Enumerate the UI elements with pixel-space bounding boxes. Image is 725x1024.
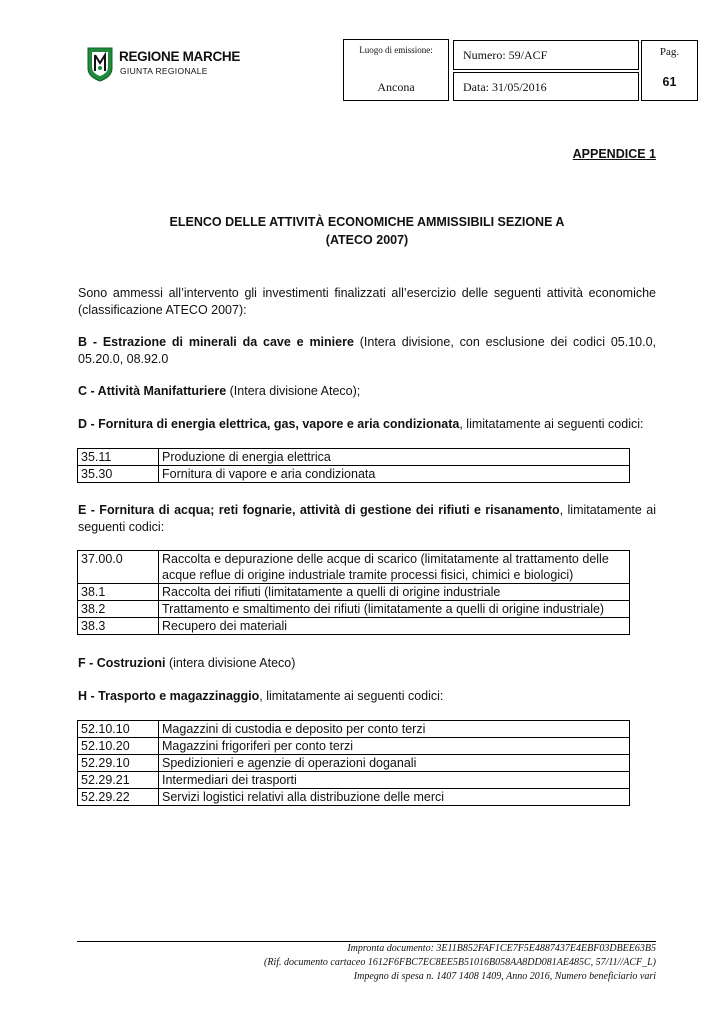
description-cell: Trattamento e smaltimento dei rifiuti (limitatamente a quelli di origine industriale) — [159, 601, 630, 618]
code-cell: 38.3 — [78, 618, 159, 635]
section-h-heading: H - Trasporto e magazzinaggio — [78, 689, 260, 703]
page-number: 61 — [662, 75, 677, 89]
description-cell: Magazzini di custodia e deposito per conto terzi — [159, 721, 630, 738]
section-e-heading: E - Fornitura di acqua; reti fognarie, attività di gestione dei rifiuti e risanamento — [78, 503, 560, 517]
table-row — [78, 738, 630, 755]
section-f-heading: F - Costruzioni — [78, 656, 166, 670]
section-b-text: (Intera divisione, con esclusione dei codici 05.10.0, 05.20.0, 08.92.0 — [78, 335, 656, 366]
table-row — [78, 584, 630, 601]
data-value: Data: 31/05/2016 — [463, 80, 547, 94]
code-cell: 38.2 — [78, 601, 159, 618]
code-cell: 52.29.21 — [78, 772, 159, 789]
description-cell: Raccolta dei rifiuti (limitatamente a quelli di origine industriale — [159, 584, 630, 601]
description-cell: Raccolta e depurazione delle acque di scarico (limitatamente al trattamento delle acque reflue di origine industriale tramite processi fisici, chimici e biologici) — [159, 551, 630, 584]
table-row — [78, 601, 630, 618]
code-cell: 52.10.20 — [78, 738, 159, 755]
code-cell: 37.00.0 — [78, 551, 159, 584]
table-row — [78, 789, 630, 806]
table-row — [78, 551, 630, 584]
section-c-text: (Intera divisione Ateco); — [226, 384, 361, 398]
document-title-line1: ELENCO DELLE ATTIVITÀ ECONOMICHE AMMISSIBILI SEZIONE A — [169, 215, 565, 229]
code-cell: 35.30 — [78, 466, 159, 483]
org-subtitle: GIUNTA REGIONALE — [120, 66, 208, 76]
description-cell: Intermediari dei trasporti — [159, 772, 630, 789]
regione-marche-logo-icon — [86, 46, 114, 82]
section-d-table — [77, 448, 630, 483]
description-cell: Magazzini frigoriferi per conto terzi — [159, 738, 630, 755]
section-b-heading: B - Estrazione di minerali da cave e miniere — [78, 335, 354, 349]
description-cell: Spedizionieri e agenzie di operazioni doganali — [159, 755, 630, 772]
code-cell: 52.10.10 — [78, 721, 159, 738]
table-row — [78, 449, 630, 466]
section-c — [78, 383, 656, 400]
page-label: Pag. — [659, 46, 680, 58]
footer-divider — [77, 941, 656, 942]
org-name: REGIONE MARCHE — [119, 49, 241, 64]
description-cell: Servizi logistici relativi alla distribuzione delle merci — [159, 789, 630, 806]
footer-paper-reference: (Rif. documento cartaceo 1612F6FBC7EC8EE5B51016B058AA8DD081AE485C, 57/11//ACF_L) — [264, 957, 656, 968]
section-e — [78, 502, 656, 536]
luogo-value: Ancona — [377, 80, 415, 94]
section-d — [78, 416, 656, 433]
code-cell: 35.11 — [78, 449, 159, 466]
numero-box — [453, 40, 639, 70]
table-row — [78, 466, 630, 483]
code-cell: 52.29.10 — [78, 755, 159, 772]
section-f — [78, 655, 656, 672]
intro-paragraph: Sono ammessi all’intervento gli investimenti finalizzati all’esercizio delle seguenti attività economiche (classificazione ATECO 2007): — [78, 286, 656, 317]
footer-document-fingerprint: Impronta documento: 3E11B852FAF1CE7F5E4887437E4EBF03DBEE63B5 — [347, 943, 656, 954]
section-h-text: , limitatamente ai seguenti codici: — [259, 689, 444, 703]
description-cell: Produzione di energia elettrica — [159, 449, 630, 466]
code-cell: 52.29.22 — [78, 789, 159, 806]
description-cell: Fornitura di vapore e aria condizionata — [159, 466, 630, 483]
page-box — [641, 40, 698, 101]
numero-value: Numero: 59/ACF — [463, 48, 548, 62]
luogo-label: Luogo di emissione: — [359, 45, 433, 55]
code-cell: 38.1 — [78, 584, 159, 601]
section-f-text: (intera divisione Ateco) — [165, 656, 296, 670]
table-row — [78, 755, 630, 772]
document-title-line2: (ATECO 2007) — [325, 233, 409, 247]
section-c-heading: C - Attività Manifatturiere — [78, 384, 227, 398]
section-b — [78, 334, 656, 368]
section-d-text: , limitatamente ai seguenti codici: — [459, 417, 644, 431]
description-cell: Recupero dei materiali — [159, 618, 630, 635]
section-d-heading: D - Fornitura di energia elettrica, gas, vapore e aria condizionata — [78, 417, 460, 431]
luogo-box — [343, 39, 449, 101]
table-row — [78, 618, 630, 635]
appendix-heading: APPENDICE 1 — [572, 147, 656, 161]
section-h — [78, 688, 656, 705]
footer-spending-commitment: Impegno di spesa n. 1407 1408 1409, Anno 2016, Numero beneficiario vari — [353, 971, 656, 982]
section-e-table — [77, 550, 630, 635]
table-row — [78, 721, 630, 738]
data-box — [453, 72, 639, 101]
table-row — [78, 772, 630, 789]
section-e-text: , limitatamente ai seguenti codici: — [78, 503, 656, 534]
section-h-table — [77, 720, 630, 806]
